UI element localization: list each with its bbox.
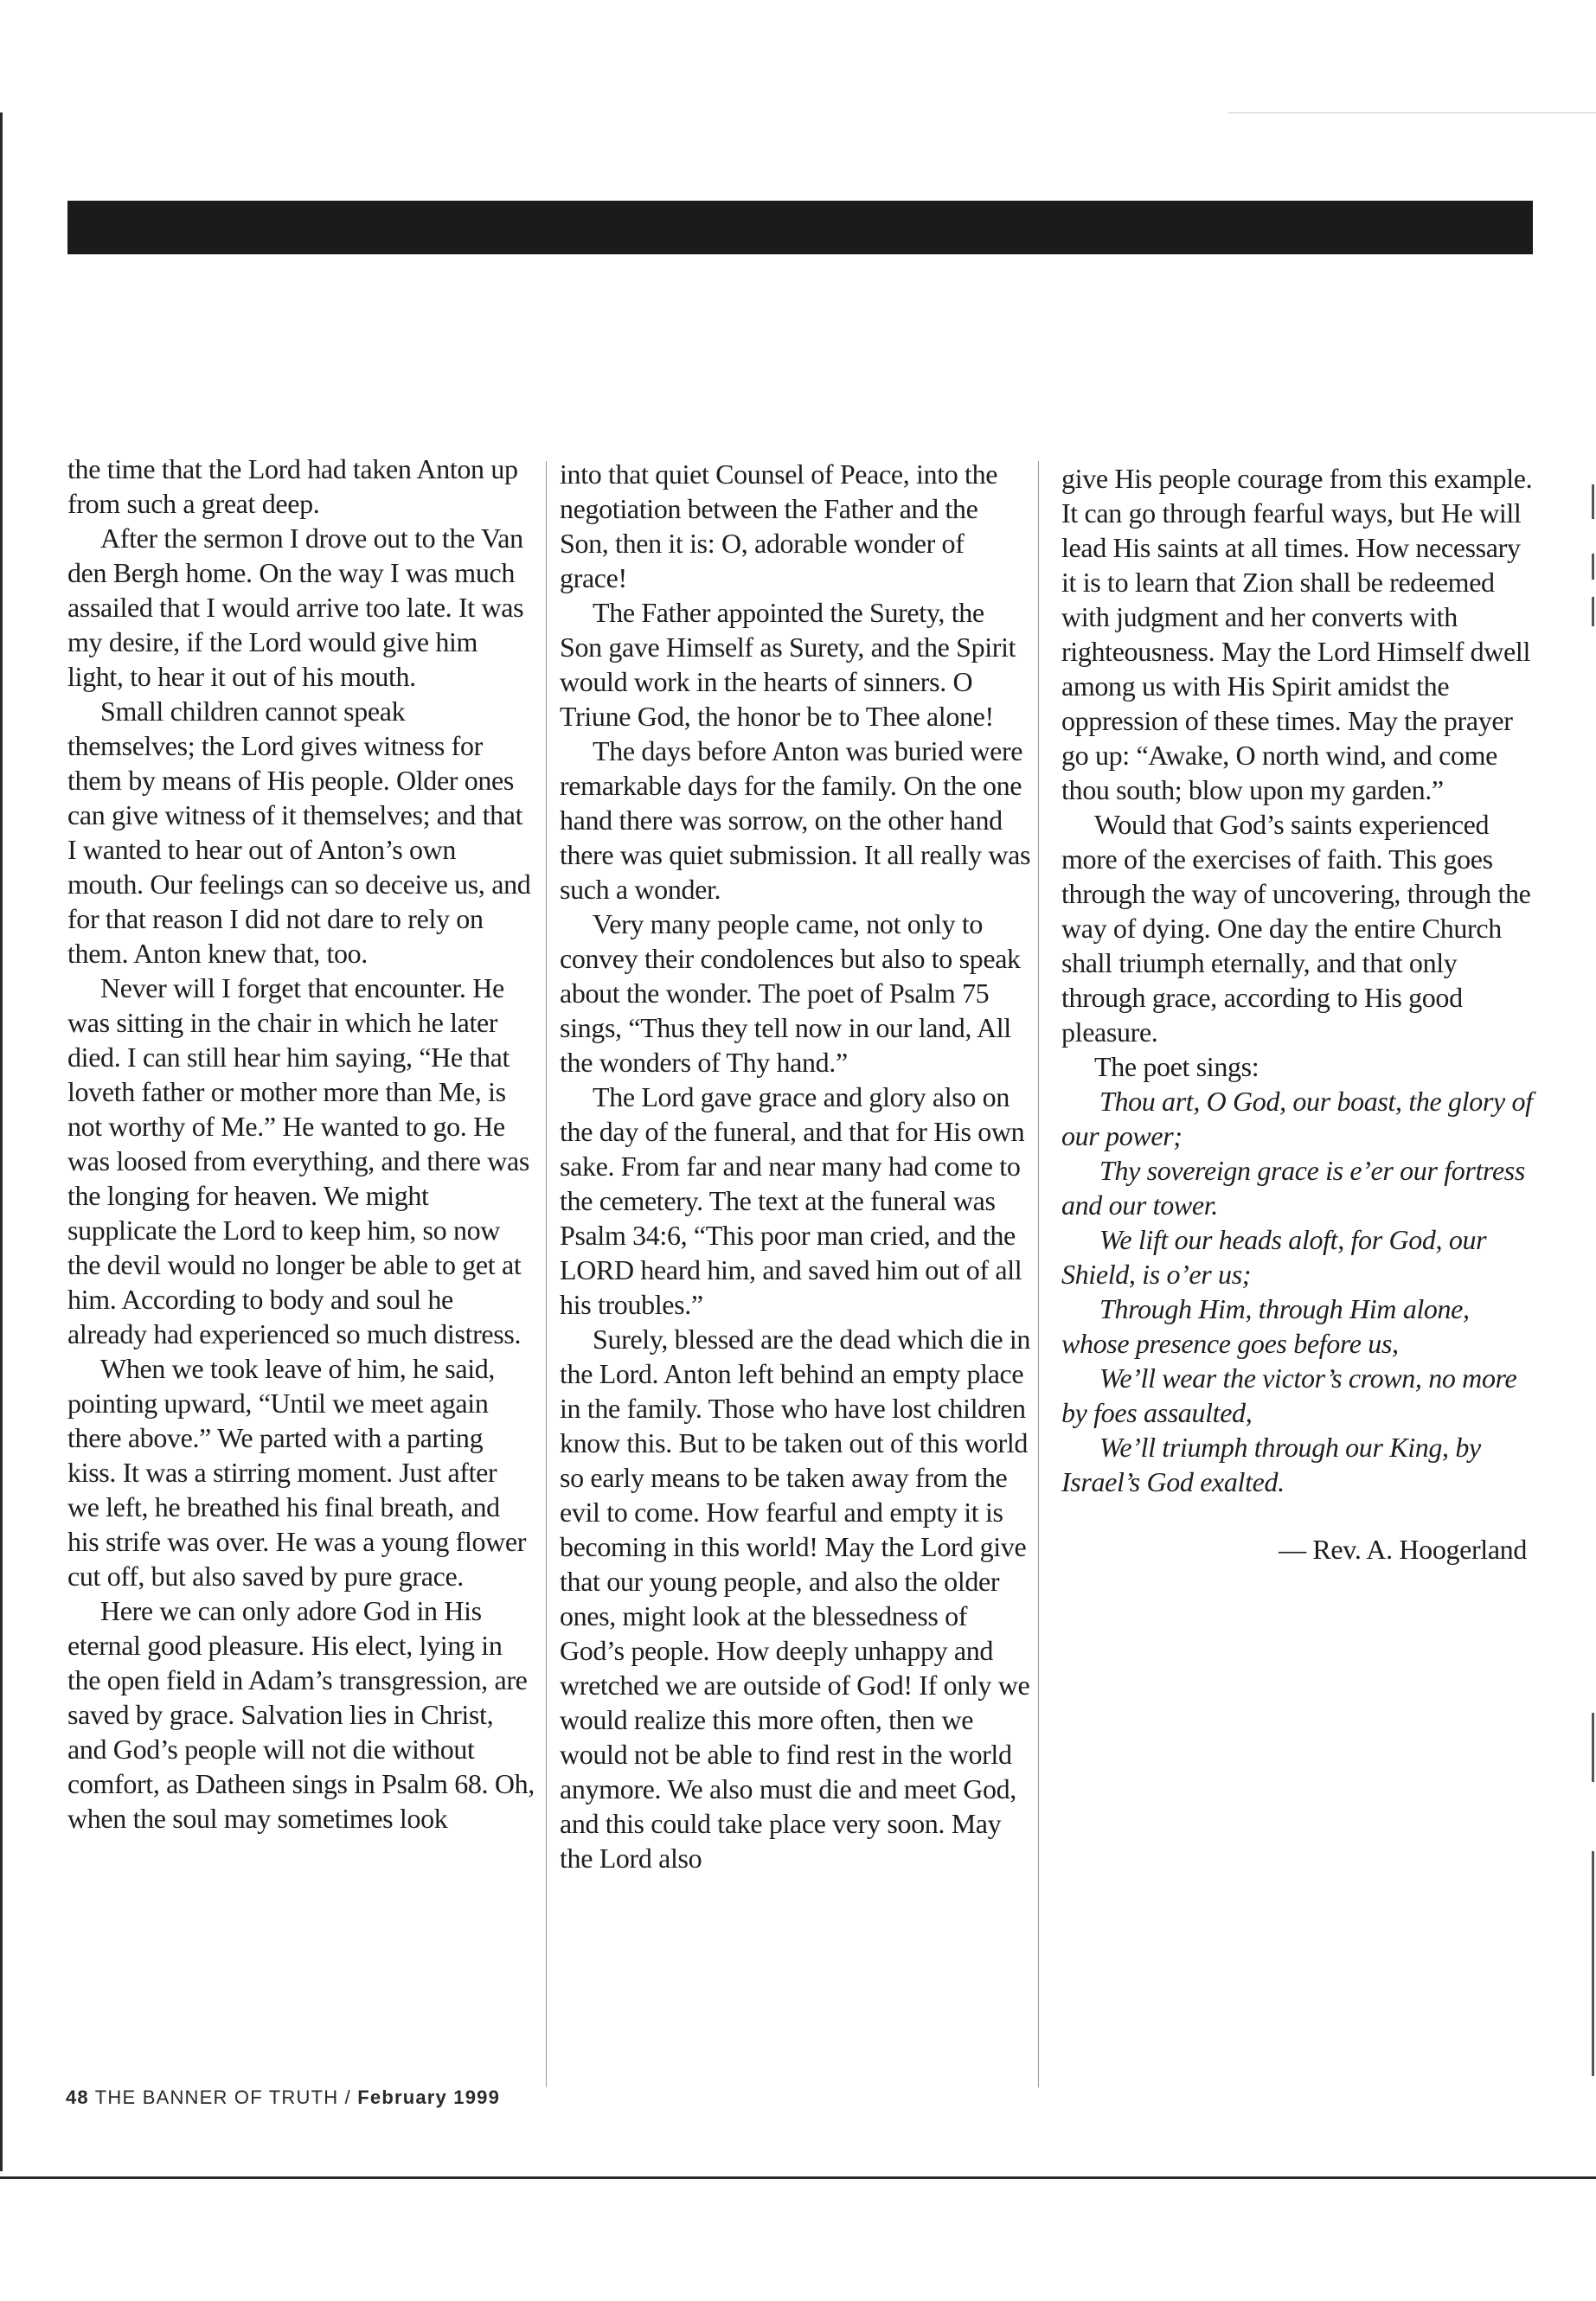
paragraph: Small children cannot speak themselves; the Lord gives witness for them by means of His people. Older ones can give witness of it themselves; and that I wanted to hear out of Anton’s own mouth. Our feelings can so deceive us, and for that reason I did not dare to rely on them. Anton knew that, too. — [67, 695, 531, 969]
page-number: 48 — [66, 2086, 89, 2108]
poem-line: Thou art, O God, our boast, the glory of our power; — [1061, 1086, 1533, 1151]
scan-edge-mark — [1592, 1851, 1594, 2076]
paragraph: The poet sings: — [1094, 1051, 1259, 1082]
paragraph: the time that the Lord had taken Anton up from such a great deep. — [67, 453, 518, 519]
publication-title: THE BANNER OF TRUTH — [94, 2086, 339, 2108]
scan-edge-mark — [1592, 484, 1594, 519]
paragraph: Never will I forget that encounter. He was sitting in the chair in which he later died. I can still hear him saying, “He that loveth father or mother more than Me, is not worthy of Me.” He wanted to go. He was loosed from everything, and there was the longing for heaven. We might supplicate the Lord to keep him, so now the devil would no longer be able to get at him. According to body and soul he already had experienced so much distress. — [67, 972, 529, 1349]
paragraph: Surely, blessed are the dead which die in the Lord. Anton left behind an empty place in the family. Those who have lost children know this. But to be taken out of this world so early means to be taken away from the evil to come. How fearful and empty it is becoming in this world! May the Lord give that our young people, and also the older ones, might look at the blessedness of God’s people. How deeply unhappy and wretched we are outside of God! If only we would realize this more often, then we would not be able to find rest in the world anymore. We also must die and meet God, and this could take place very soon. May the Lord also — [560, 1324, 1031, 1874]
paragraph: When we took leave of him, he said, pointing upward, “Until we meet again there above.” We parted with a parting kiss. It was a stirring moment. Just after we left, he breathed his final breath, and his strife was over. He was a young flower cut off, but also saved by pure grace. — [67, 1353, 527, 1592]
paragraph: After the sermon I drove out to the Van den Bergh home. On the way I was much assailed that I would arrive too late. It was my desire, if the Lord would give him light, to hear it out of his mouth. — [67, 522, 524, 692]
scan-edge-mark — [1592, 597, 1594, 626]
paragraph: Here we can only adore God in His eternal good pleasure. His elect, lying in the open field in Adam’s transgression, are saved by grace. Salvation lies in Christ, and God’s people will not die without comfort, as Datheen sings in Psalm 68. Oh, when the soul may sometimes look — [67, 1595, 535, 1834]
poem-line: Through Him, through Him alone, whose presence goes before us, — [1061, 1293, 1470, 1359]
scan-edge-mark — [1592, 1713, 1594, 1782]
paragraph: The Father appointed the Surety, the Son gave Himself as Surety, and the Spirit would work in the hearts of sinners. O Triune God, the honor be to Thee alone! — [560, 597, 1016, 732]
page-footer — [66, 2086, 500, 2109]
poem-line: We lift our heads aloft, for God, our Shield, is o’er us; — [1061, 1224, 1487, 1290]
poem-line: Thy sovereign grace is e’er our fortress and our tower. — [1061, 1155, 1526, 1221]
paragraph: Would that God’s saints experienced more of the exercises of faith. This goes through the way of uncovering, through the way of dying. One day the entire Church shall triumph eternally, and that only through grace, according to His good pleasure. — [1061, 809, 1531, 1048]
author-signature: — Rev. A. Hoogerland — [1279, 1534, 1527, 1565]
scan-edge-mark — [1592, 554, 1594, 580]
article-column-2 — [560, 457, 1031, 1875]
footer-separator: / — [344, 2086, 351, 2108]
column-rule-2 — [1038, 461, 1039, 2087]
page-left-edge — [0, 112, 3, 2171]
top-hairline — [1228, 112, 1596, 113]
paragraph: give His people courage from this example. It can go through fearful ways, but He will lead His saints at all times. How necessary it is to learn that Zion shall be redeemed with judgment and her converts with righteousness. May the Lord Himself dwell among us with His Spirit amidst the oppression of these times. May the prayer go up: “Awake, O north wind, and come thou south; blow upon my garden.” — [1061, 463, 1533, 805]
header-banner-bar — [67, 201, 1533, 254]
poem-line: We’ll wear the victor’s crown, no more by foes assaulted, — [1061, 1362, 1517, 1428]
paragraph: Very many people came, not only to convey their condolences but also to speak about the wonder. The poet of Psalm 75 sings, “Thus they tell now in our land, All the wonders of Thy hand.” — [560, 908, 1021, 1078]
poem-line: We’ll triumph through our King, by Israel’s God exalted. — [1061, 1432, 1481, 1497]
bottom-rule — [0, 2176, 1596, 2179]
paragraph: into that quiet Counsel of Peace, into the negotiation between the Father and the Son, then it is: O, adorable wonder of grace! — [560, 458, 998, 593]
paragraph: The Lord gave grace and glory also on the day of the funeral, and that for His own sake. From far and near many had come to the cemetery. The text at the funeral was Psalm 34:6, “This poor man cried, and the LORD heard him, and saved him out of all his troubles.” — [560, 1081, 1025, 1320]
issue-date: February 1999 — [357, 2086, 501, 2108]
paragraph: The days before Anton was buried were remarkable days for the family. On the one hand there was sorrow, on the other hand there was quiet submission. It all really was such a wonder. — [560, 735, 1031, 905]
column-rule-1 — [546, 461, 547, 2087]
article-column-3 — [1061, 461, 1535, 1567]
article-column-1 — [67, 452, 535, 1836]
